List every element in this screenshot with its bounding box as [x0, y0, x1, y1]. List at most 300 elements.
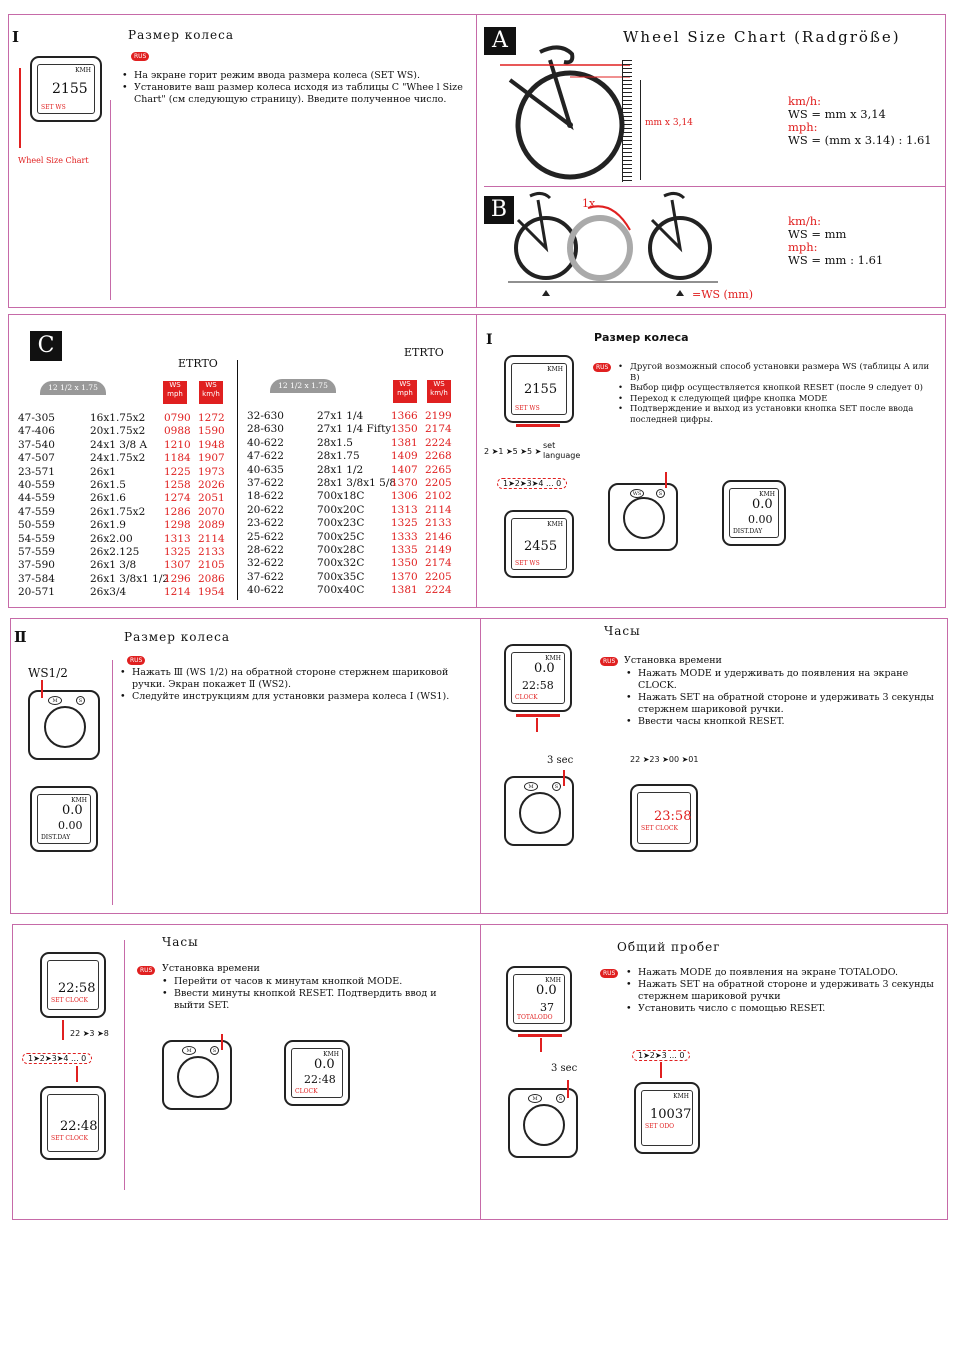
ws-value: 2155	[52, 81, 88, 97]
instructions	[120, 70, 465, 106]
bullet-item: • Нажать Ⅲ (WS 1/2) на обратной стороне стержнем шариковой ручки. Экран покажет Ⅱ (WS2).	[118, 667, 470, 691]
formula-line: WS = mm	[788, 227, 847, 241]
battery-cover	[623, 497, 665, 539]
table-cell: 26x1.6	[90, 492, 126, 505]
unit-label: KMH	[547, 521, 563, 528]
header-ws-mph: WS mph	[393, 380, 417, 403]
table-cell: 40-622	[247, 584, 284, 597]
table-cell: 2086	[198, 572, 225, 585]
table-cell: 28x1.75	[317, 450, 360, 463]
table-cell: 47-305	[18, 412, 55, 424]
table-cell: 700x28C	[317, 544, 365, 557]
ws-value: 2455	[524, 539, 558, 554]
bullet-item: • Нажать MODE до появления на экране TOTALODO.	[624, 967, 942, 979]
language-label: language	[543, 451, 581, 460]
section-title: Размер колеса	[128, 28, 235, 42]
device-back	[508, 1088, 578, 1158]
mode-label: SET CLOCK	[51, 997, 88, 1004]
computer-display	[40, 952, 106, 1018]
header-ws-kmh: WS km/h	[199, 381, 223, 404]
set-button[interactable]: S	[552, 782, 561, 791]
table-cell: 1366	[391, 410, 418, 422]
rus-badge: RUS	[600, 657, 618, 666]
table-cell: 37-540	[18, 438, 55, 451]
table-cell: 23-571	[18, 465, 55, 478]
lcd-screen	[37, 794, 91, 844]
wheel-setting-icon: Ⅰ	[12, 28, 20, 46]
table-cell: 47-622	[247, 450, 284, 463]
table-cell: 50-559	[18, 519, 55, 532]
unit-label: KMH	[673, 1093, 689, 1100]
header-ws-kmh: WS km/h	[427, 380, 451, 403]
unit-label: KMH	[75, 67, 91, 74]
mode-label: SET CLOCK	[641, 825, 678, 832]
table-cell: 700x20C	[317, 503, 365, 516]
set-button[interactable]: S	[210, 1046, 219, 1055]
chart-title: Wheel Size Chart (Radgröße)	[623, 28, 901, 46]
measure-line	[640, 80, 641, 180]
press-arrow	[660, 1062, 662, 1078]
section-title: Размер колеса	[124, 630, 231, 644]
table-cell: 1335	[391, 544, 418, 557]
lcd-screen	[637, 792, 691, 844]
mode-label: SET WS	[41, 104, 66, 111]
table-cell: 26x1.5	[90, 479, 126, 492]
table-cell: 26x1 3/8	[90, 559, 137, 572]
col-ws-kmh	[198, 412, 228, 600]
table-cell: 26x1 3/8x1 1/2	[90, 572, 170, 585]
computer-display	[30, 56, 102, 122]
bullet-item: • Следуйте инструкциям для установки размера колеса Ⅰ (WS1).	[118, 691, 470, 703]
table-cell: 2026	[198, 479, 225, 492]
table-cell: 27x1 1/4	[317, 410, 364, 422]
table-cell: 700x18C	[317, 490, 365, 503]
mph-label: mph:	[788, 240, 818, 254]
table-cell: 20x1.75x2	[90, 425, 146, 438]
lcd-screen	[291, 1048, 343, 1098]
table-cell: 700x25C	[317, 530, 365, 543]
lcd-screen	[511, 363, 567, 415]
table-cell: 2174	[425, 423, 452, 436]
lcd-screen	[47, 1094, 99, 1152]
table-cell: 1325	[164, 546, 191, 559]
table-cell: 1973	[198, 465, 225, 478]
table-cell: 18-622	[247, 490, 284, 503]
hour-sequence: 22 ➤23 ➤00 ➤01	[630, 755, 699, 764]
red-pointer	[19, 68, 21, 148]
battery-cover	[44, 706, 86, 748]
bike-illustration-b	[508, 190, 748, 300]
table-cell: 2265	[425, 463, 452, 476]
table-cell: 1350	[391, 423, 418, 436]
table-cell: 1306	[391, 490, 418, 503]
ws2-icon: Ⅱ	[14, 628, 27, 646]
clock-value: 22:48	[60, 1119, 98, 1134]
hline	[484, 186, 946, 187]
tire-label: 12 1/2 x 1.75	[40, 381, 106, 395]
table-cell: 1274	[164, 492, 191, 505]
table-cell: 2268	[425, 450, 452, 463]
rus-badge: RUS	[593, 363, 611, 372]
bullet-item: • На экране горит режим ввода размера колеса (SET WS).	[120, 70, 465, 82]
hold-time: 3 sec	[547, 755, 574, 766]
col-ws-mph	[164, 412, 194, 600]
device-back	[28, 690, 100, 760]
table-cell: 2102	[425, 490, 452, 503]
speed-value: 0.0	[752, 497, 773, 512]
device-back	[608, 483, 678, 551]
bullet-item: • Установите ваш размер колеса исходя из таблицы C "Whee l Size Chart" (см следующую страницу). Введите полученное число.	[120, 82, 465, 106]
table-cell: 1313	[391, 503, 418, 516]
formula-line: WS = (mm x 3.14) : 1.61	[788, 133, 932, 147]
table-cell: 16x1.75x2	[90, 412, 146, 424]
table-cell: 1381	[391, 436, 418, 449]
table-cell: 2133	[425, 517, 452, 530]
subheading: Установка времени	[162, 963, 260, 974]
table-cell: 26x2.00	[90, 532, 133, 545]
table-cell: 2089	[198, 519, 225, 532]
table-cell: 1948	[198, 438, 225, 451]
table-cell: 2205	[425, 477, 452, 490]
computer-display	[634, 1082, 700, 1154]
table-cell: 20-571	[18, 586, 55, 599]
press-arrow	[540, 1038, 542, 1052]
table-cell: 1184	[164, 452, 191, 465]
table-cell: 2174	[425, 557, 452, 570]
computer-display	[506, 966, 572, 1032]
bullet-item: • Установить число с помощью RESET.	[624, 1003, 942, 1015]
header-ws-mph: WS mph	[163, 381, 187, 404]
speed-value: 0.0	[62, 803, 83, 818]
computer-display	[504, 510, 574, 578]
unit-label: KMH	[545, 977, 561, 984]
section-title: Часы	[162, 935, 199, 949]
etrto-label: ETRTO	[178, 357, 218, 370]
divider	[480, 618, 481, 914]
mode-label: DIST.DAY	[41, 834, 71, 841]
mode-label: CLOCK	[295, 1088, 318, 1095]
table-cell: 37-622	[247, 477, 284, 490]
table-cell: 1350	[391, 557, 418, 570]
table-cell: 1286	[164, 505, 191, 518]
bullet-item: • Подтверждение и выход из установки кнопка SET после ввода последней цифры.	[616, 404, 941, 425]
section-title: Часы	[604, 624, 641, 638]
ws-button[interactable]: WS	[630, 489, 644, 498]
table-cell: 1210	[164, 438, 191, 451]
rotation-label: 1x	[582, 197, 596, 210]
mm-label: mm x 3,14	[645, 118, 693, 128]
table-cell: 44-559	[18, 492, 55, 505]
battery-cover	[523, 1104, 565, 1146]
lcd-screen	[37, 64, 95, 114]
clock-value: 22:58	[522, 679, 554, 692]
press-marker	[41, 680, 43, 698]
battery-cover	[519, 792, 561, 834]
col-etrto	[247, 410, 307, 598]
table-cell: 1590	[198, 425, 225, 438]
lcd-screen	[729, 488, 779, 538]
label-a: A	[484, 27, 516, 55]
battery-cover	[177, 1056, 219, 1098]
table-cell: 28-622	[247, 544, 284, 557]
table-cell: 37-584	[18, 572, 55, 585]
ws-label: WS1/2	[28, 666, 68, 680]
table-cell: 2224	[425, 584, 452, 597]
table-cell: 2146	[425, 530, 452, 543]
divider	[110, 100, 111, 300]
divider	[476, 314, 477, 608]
table-cell: 2051	[198, 492, 225, 505]
wheel-size-chart-link[interactable]: Wheel Size Chart	[18, 156, 89, 165]
formula-line: WS = mm x 3,14	[788, 107, 886, 121]
press-marker	[665, 472, 667, 488]
bullet-item: • Нажать SET на обратной стороне и удерживать 3 секунды стержнем шариковой ручки	[624, 979, 942, 1003]
table-cell: 40-559	[18, 479, 55, 492]
table-cell: 25-622	[247, 530, 284, 543]
label-b: B	[484, 196, 514, 224]
table-cell: 20-622	[247, 503, 284, 516]
table-cell: 27x1 1/4 Fifty	[317, 423, 392, 436]
set-button[interactable]: S	[76, 696, 85, 705]
divider	[112, 660, 113, 905]
table-cell: 26x1.75x2	[90, 505, 146, 518]
clock-value: 22:48	[304, 1073, 336, 1086]
computer-display	[630, 784, 698, 852]
unit-label: KMH	[759, 491, 775, 498]
table-cell: 1333	[391, 530, 418, 543]
speed-value: 0.0	[536, 983, 557, 998]
table-cell: 1954	[198, 586, 225, 599]
table-cell: 54-559	[18, 532, 55, 545]
table-cell: 26x1	[90, 465, 116, 478]
table-cell: 26x1.9	[90, 519, 126, 532]
table-cell: 26x2.125	[90, 546, 140, 559]
table-cell: 2114	[198, 532, 225, 545]
table-cell: 32-622	[247, 557, 284, 570]
etrto-label: ETRTO	[404, 346, 444, 359]
table-cell: 2224	[425, 436, 452, 449]
rus-badge: RUS	[600, 969, 618, 978]
divider	[124, 940, 125, 1190]
table-cell: 1313	[164, 532, 191, 545]
table-cell: 1298	[164, 519, 191, 532]
odo-value: 10037	[650, 1107, 692, 1122]
table-cell: 24x1.75x2	[90, 452, 146, 465]
press-arrow	[62, 1020, 64, 1040]
table-cell: 28x1 3/8x1 5/8	[317, 477, 397, 490]
computer-display	[504, 644, 572, 712]
speed-value: 0.0	[314, 1057, 335, 1072]
device-back	[504, 776, 574, 846]
mode-label: SET WS	[515, 405, 540, 412]
col-etrto	[18, 412, 78, 600]
table-cell: 700x35C	[317, 570, 365, 583]
table-cell: 1381	[391, 584, 418, 597]
table-cell: 47-507	[18, 452, 55, 465]
ws-button[interactable]: M	[524, 782, 538, 791]
table-cell: 1225	[164, 465, 191, 478]
bullet-item: • Другой возможный способ установки размера WS (таблицы A или B)	[616, 362, 941, 383]
table-cell: 2149	[425, 544, 452, 557]
device-back	[162, 1040, 232, 1110]
bullet-item: • Переход к следующей цифре кнопка MODE	[616, 394, 941, 405]
set-button[interactable]: S	[656, 489, 665, 498]
press-arrow	[536, 718, 538, 732]
table-cell: 1907	[198, 452, 225, 465]
set-label: set	[543, 441, 556, 450]
lcd-screen	[511, 652, 565, 704]
instructions	[624, 967, 942, 1015]
table-cell: 1370	[391, 570, 418, 583]
table-cell: 2105	[198, 559, 225, 572]
digit-sequence: 1➤2➤3➤4 ... 0	[497, 478, 567, 489]
rus-badge: RUS	[127, 656, 145, 665]
press-arrow	[76, 1066, 78, 1082]
table-cell: 28-630	[247, 423, 284, 436]
table-cell: 32-630	[247, 410, 284, 422]
red-bar	[518, 1034, 562, 1037]
hold-time: 3 sec	[551, 1063, 578, 1074]
odo-value: 37	[540, 1001, 554, 1014]
mode-label: SET ODO	[645, 1123, 675, 1130]
section-title: Общий пробег	[617, 940, 721, 954]
table-cell: 23-622	[247, 517, 284, 530]
table-cell: 2114	[425, 503, 452, 516]
table-cell: 2133	[198, 546, 225, 559]
table-cell: 700x23C	[317, 517, 365, 530]
table-cell: 37-590	[18, 559, 55, 572]
mph-label: mph:	[788, 120, 818, 134]
rus-badge: RUS	[131, 52, 149, 61]
ws-value: 2155	[524, 382, 558, 397]
col-ws-mph	[391, 410, 421, 598]
mode-label: SET WS	[515, 560, 540, 567]
unit-label: KMH	[547, 366, 563, 373]
table-cell: 2199	[425, 410, 452, 422]
table-cell: 1325	[391, 517, 418, 530]
unit-label: KMH	[545, 655, 561, 662]
table-cell: 2205	[425, 570, 452, 583]
unit-label: KMH	[323, 1051, 339, 1058]
instructions	[616, 362, 941, 425]
table-cell: 24x1 3/8 A	[90, 438, 148, 451]
instructions	[160, 976, 470, 1012]
table-cell: 57-559	[18, 546, 55, 559]
tire-label: 12 1/2 x 1.75	[270, 379, 336, 393]
table-cell: 2070	[198, 505, 225, 518]
digit-sequence: 1➤2➤3➤4 ... 0	[22, 1053, 92, 1064]
divider	[476, 14, 477, 308]
table-cell: 47-406	[18, 425, 55, 438]
distance-value: 0.00	[748, 513, 773, 526]
computer-display	[30, 786, 98, 852]
lcd-screen	[641, 1090, 693, 1146]
table-cell: 40-622	[247, 436, 284, 449]
bullet-item: • Выбор цифр осуществляется кнопкой RESET (после 9 следует 0)	[616, 383, 941, 394]
set-button[interactable]: S	[556, 1094, 565, 1103]
ws-button[interactable]: M	[182, 1046, 196, 1055]
distance-value: 0.00	[58, 819, 83, 832]
lcd-screen	[47, 960, 99, 1010]
ws-button[interactable]: M	[48, 696, 62, 705]
bullet-item: • Нажать SET на обратной стороне и удерживать 3 секунды стержнем шариковой ручки.	[624, 692, 939, 716]
section-title: Размер колеса	[594, 331, 689, 344]
clock-value: 23:58	[654, 809, 692, 824]
col-size	[317, 410, 397, 598]
press-marker	[563, 770, 565, 786]
subheading: Установка времени	[624, 655, 722, 666]
bullet-item: • Ввести часы кнопкой RESET.	[624, 716, 939, 728]
formula-a	[788, 95, 932, 147]
table-cell: 28x1 1/2	[317, 463, 364, 476]
label-c: C	[30, 331, 62, 361]
bullet-item: • Перейти от часов к минутам кнопкой MODE.	[160, 976, 470, 988]
formula-line: WS = mm : 1.61	[788, 253, 884, 267]
rus-badge: RUS	[137, 966, 155, 975]
ws-mm-label: =WS (mm)	[692, 288, 753, 301]
mode-label: DIST.DAY	[733, 528, 763, 535]
table-cell: 1296	[164, 572, 191, 585]
lcd-screen	[513, 974, 565, 1024]
kmh-label: km/h:	[788, 214, 822, 228]
formula-b	[788, 215, 883, 267]
digit-sequence: 1➤2➤3 ... 0	[632, 1050, 690, 1061]
table-cell: 28x1.5	[317, 436, 353, 449]
digit-sequence: 2 ➤1 ➤5 ➤5 ➤	[484, 447, 542, 456]
table-cell: 1409	[391, 450, 418, 463]
press-marker	[221, 1034, 223, 1050]
unit-label: KMH	[71, 797, 87, 804]
computer-display	[504, 355, 574, 423]
table-cell: 37-622	[247, 570, 284, 583]
mode-label: CLOCK	[515, 694, 538, 701]
lcd-screen	[511, 518, 567, 570]
mode-label: TOTALODO	[517, 1014, 553, 1021]
table-cell: 40-635	[247, 463, 284, 476]
ws-button[interactable]: M	[528, 1094, 542, 1103]
instructions	[624, 668, 939, 728]
instructions	[118, 667, 470, 703]
table-cell: 1307	[164, 559, 191, 572]
table-cell: 1370	[391, 477, 418, 490]
table-cell: 1407	[391, 463, 418, 476]
divider	[480, 924, 481, 1220]
table-cell: 1272	[198, 412, 225, 424]
table-cell: 47-559	[18, 505, 55, 518]
press-marker	[567, 1080, 569, 1098]
red-bar	[516, 424, 560, 427]
bullet-item: • Нажать MODE и удерживать до появления на экране CLOCK.	[624, 668, 939, 692]
computer-display	[722, 480, 786, 546]
divider	[237, 360, 238, 600]
bullet-item: • Ввести минуты кнопкой RESET. Подтвердить ввод и выйти SET.	[160, 988, 470, 1012]
ruler	[622, 60, 632, 182]
col-size	[90, 412, 170, 600]
mode-label: SET CLOCK	[51, 1135, 88, 1142]
red-bar	[516, 714, 560, 717]
minute-sequence: 22 ➤3 ➤8	[70, 1029, 109, 1038]
wheel-setting-icon: Ⅰ	[486, 332, 493, 348]
table-cell: 1258	[164, 479, 191, 492]
computer-display	[40, 1086, 106, 1160]
kmh-label: km/h:	[788, 94, 822, 108]
table-cell: 0790	[164, 412, 191, 424]
table-cell: 1214	[164, 586, 191, 599]
table-cell: 700x32C	[317, 557, 365, 570]
col-ws-kmh	[425, 410, 455, 598]
table-cell: 700x40C	[317, 584, 365, 597]
speed-value: 0.0	[534, 661, 555, 676]
